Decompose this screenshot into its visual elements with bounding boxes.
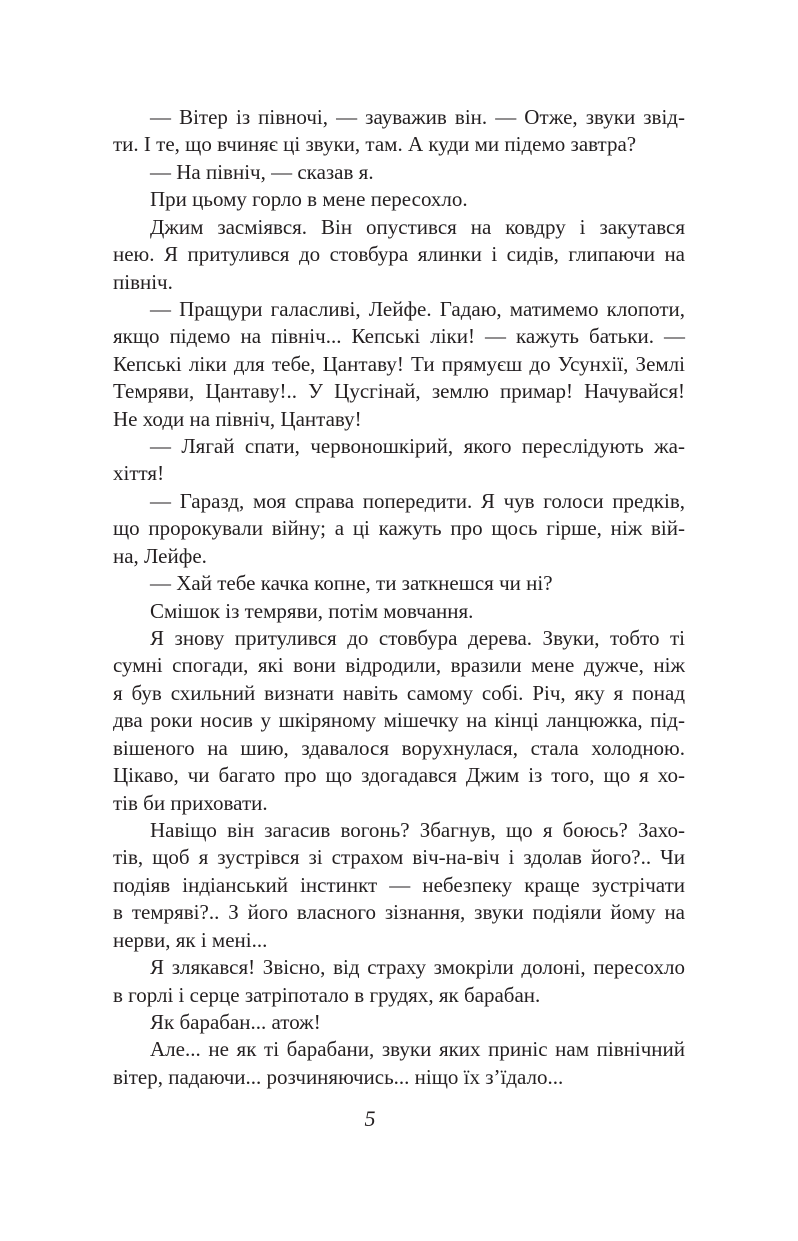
text-line: нею. Я притулився до стовбура ялинки і сидів, глипаючи на	[113, 242, 685, 267]
paragraph	[113, 598, 685, 625]
text-line: сумні спогади, які вони відродили, вразили мене дужче, ніж	[113, 653, 685, 678]
paragraph	[113, 625, 685, 817]
text-line: вітер, падаючи... розчиняючись... ніщо їх з’їдало...	[113, 1064, 564, 1089]
paragraph	[113, 570, 685, 597]
text-line: тів, щоб я зустрівся зі страхом віч-на-віч і здолав його?.. Чи	[113, 845, 685, 870]
text-line: Джим засміявся. Він опустився на ковдру і закутався	[150, 214, 685, 239]
paragraph	[113, 488, 685, 570]
text-line: — На північ, — сказав я.	[150, 159, 374, 184]
text-line: тів би приховати.	[113, 790, 268, 815]
text-line: вішеного на шию, здавалося ворухнулася, стала холодною.	[113, 735, 685, 760]
paragraph	[113, 159, 685, 186]
text-line: північ.	[113, 269, 173, 294]
text-line: Я знову притулився до стовбура дерева. Звуки, тобто ті	[150, 626, 685, 651]
text-line: що пророкували війну; а ці кажуть про щось гірше, ніж вій-	[113, 516, 685, 541]
paragraph	[113, 1009, 685, 1036]
text-line: якщо підемо на північ... Кепські ліки! — кажуть батьки. —	[113, 324, 685, 349]
text-line: Темряви, Цантаву!.. У Цусгінай, землю примар! Начувайся!	[113, 379, 685, 404]
text-line: — Гаразд, моя справа попередити. Я чув голоси предків,	[150, 488, 685, 513]
paragraph	[113, 433, 685, 488]
text-line: Навіщо він загасив вогонь? Збагнув, що я боюсь? Захо-	[150, 817, 685, 842]
text-line: Але... не як ті барабани, звуки яких приніс нам північний	[150, 1037, 685, 1062]
text-line: нерви, як і мені...	[113, 927, 268, 952]
page-number: 5	[364, 1106, 376, 1131]
text-line: на, Лейфе.	[113, 543, 207, 568]
page-body-text	[113, 104, 685, 1091]
text-line: — Пращури галасливі, Лейфе. Гадаю, матимемо клопоти,	[150, 296, 685, 321]
text-line: я був схильний визнати навіть самому собі. Річ, яку я понад	[113, 680, 685, 705]
paragraph	[113, 954, 685, 1009]
text-line: Як барабан... атож!	[150, 1009, 321, 1034]
text-line: При цьому горло в мене пересохло.	[150, 187, 468, 212]
text-line: в темряві?.. З його власного зізнання, звуки подіяли йому на	[113, 900, 685, 925]
text-line: Цікаво, чи багато про що здогадався Джим із того, що я хо-	[113, 763, 685, 788]
text-line: Смішок із темряви, потім мовчання.	[150, 598, 474, 623]
text-line: Не ходи на північ, Цантаву!	[113, 406, 362, 431]
text-line: хіття!	[113, 461, 165, 486]
paragraph	[113, 817, 685, 954]
text-line: Кепські ліки для тебе, Цантаву! Ти прямуєш до Усунхії, Землі	[113, 351, 685, 376]
paragraph	[113, 186, 685, 213]
text-line: — Лягай спати, червоношкірий, якого переслідують жа-	[150, 434, 685, 459]
paragraph	[113, 1036, 685, 1091]
text-line: — Хай тебе качка копне, ти заткнешся чи ні?	[150, 571, 553, 596]
paragraph	[113, 104, 685, 159]
text-line: подіяв індіанський інстинкт — небезпеку краще зустрічати	[113, 872, 685, 897]
text-line: ти. І те, що вчиняє ці звуки, там. А куди ми підемо завтра?	[113, 132, 637, 157]
text-line: в горлі і серце затріпотало в грудях, як барабан.	[113, 982, 541, 1007]
text-line: — Вітер із півночі, — зауважив він. — Отже, звуки звід-	[150, 105, 685, 129]
paragraph	[113, 214, 685, 296]
text-line: два роки носив у шкіряному мішечку на кінці ланцюжка, під-	[113, 708, 685, 733]
text-line: Я злякався! Звісно, від страху змокріли долоні, пересохло	[150, 955, 685, 980]
paragraph	[113, 296, 685, 433]
